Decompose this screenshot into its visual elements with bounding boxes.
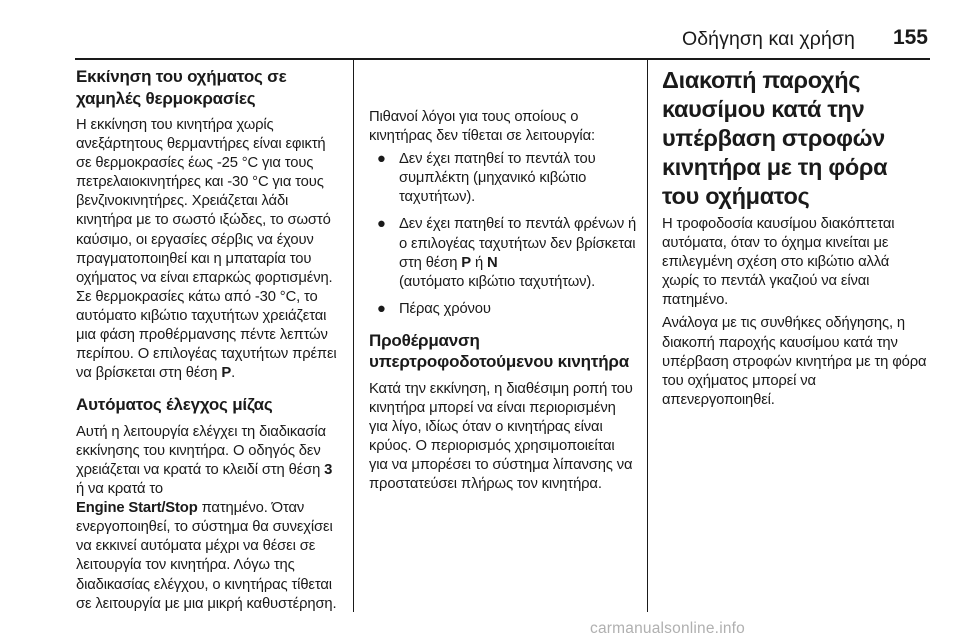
heading-auto-start: Αυτόματος έλεγχος μίζας — [76, 395, 273, 415]
cold-start-text: Η εκκίνηση του κινητήρα χωρίς ανεξάρτητους θερμαντήρες είναι εφικτή σε θερμοκρασίες έως -25 °C για τους πετρελαιοκινητήρες και -30 °C για τους βενζινοκινητήρες. Χρειάζεται λάδι κινητήρα με το σωστό ιξώδες, το σωστό καύσιμο, οι εργασίες σέρβις να έχουν πραγματοποιηθεί και η μπαταρία του οχήματος να είναι επαρκώς φορτισμένη. Σε θερμοκρασίες κάτω από -30 °C, το αυτόματο κιβώτιο ταχυτήτων χρειάζεται μια φάση προθέρμανσης πέντε λεπτών περίπου. Ο επιλογέας ταχυτήτων πρέπει να βρίσκεται στη θέση — [76, 117, 337, 382]
bullet-glyph: ● — [377, 300, 386, 317]
column-2 — [369, 64, 637, 499]
paragraph-preheat: Κατά την εκκίνηση, η διαθέσιμη ροπή του κινητήρα μπορεί να είναι περιορισμένη για λίγο, ιδίως όταν ο κινητήρας είναι κρύος. Ο περιορισμός χρησιμοποιείται για να μπορέσει το σύστημα λίπανσης να προστατεύσει πλήρως τον κινητήρα. — [369, 380, 633, 493]
paragraph-cold-start — [76, 116, 342, 383]
list-item — [369, 150, 637, 207]
auto-start-text-a: Αυτή η λειτουργία ελέγχει τη διαδικασία εκκίνησης του κινητήρα. Ο οδηγός δεν χρειάζεται να κρατά το κλειδί στη θέση — [76, 423, 326, 478]
bullet-text-end: (αυτόματο κιβώτιο ταχυτήτων). — [399, 273, 596, 290]
column-1 — [76, 66, 342, 618]
paragraph-fuel-cutoff-2: Ανάλογα με τις συνθήκες οδήγησης, η διακοπή παροχής καυσίμου κατά την υπέρβαση στροφών κινητήρα με τη φόρα του οχήματος μπορεί να απενεργοποιηθεί. — [662, 315, 927, 408]
bullet-text: Πέρας χρόνου — [399, 300, 491, 317]
list-item — [369, 215, 637, 291]
heading-cold-start: Εκκίνηση του οχήματος σε χαμηλές θερμοκρασίες — [76, 67, 287, 108]
gear-p-label: P — [461, 254, 472, 271]
heading-fuel-cutoff: Διακοπή παροχής καυσίμου κατά την υπέρβαση στροφών κινητήρα με τη φόρα του οχήματος — [662, 67, 888, 209]
bullet-glyph: ● — [377, 151, 386, 168]
paragraph-fuel-cutoff-1: Η τροφοδοσία καυσίμου διακόπτεται αυτόματα, όταν το όχημα κινείται με επιλεγμένη σχέση στο κιβώτιο αλλά χωρίς το πεντάλ γκαζιού να είναι πατημένο. — [662, 216, 895, 309]
bullet-text: Δεν έχει πατηθεί το πεντάλ φρένων ή ο επιλογέας ταχυτήτων δεν βρίσκεται στη θέση — [399, 216, 637, 271]
watermark: carmanualsonline.info — [590, 620, 745, 637]
column-divider-1 — [353, 60, 354, 612]
auto-start-text-c: πατημένο. Όταν ενεργοποιηθεί, το σύστημα θα συνεχίσει να εκκινεί αυτόματα μέχρι να θέσει σε λειτουργία τον κινητήρα. Λόγω της διαδικασίας ελέγχου, ο κινητήρας τίθεται σε λειτουργία με μια μικρή καθυστέρηση. — [76, 500, 337, 612]
cold-start-end: . — [231, 365, 236, 382]
key-position-3: 3 — [324, 462, 333, 478]
gear-n-label: N — [487, 254, 498, 271]
bullet-text: Δεν έχει πατηθεί το πεντάλ του συμπλέκτη (μηχανικό κιβώτιο ταχυτήτων). — [399, 151, 596, 206]
running-title: Οδήγηση και χρήση — [681, 28, 855, 50]
reasons-list — [369, 150, 637, 319]
column-divider-2 — [647, 60, 648, 612]
paragraph-reasons: Πιθανοί λόγοι για τους οποίους ο κινητήρας δεν τίθεται σε λειτουργία: — [369, 109, 595, 145]
heading-preheat: Προθέρμανση υπερτροφοδοτούμενου κινητήρα — [369, 330, 629, 372]
gear-p-label: P — [221, 365, 232, 382]
auto-start-text-b: ή να κρατά το — [76, 481, 163, 498]
column-3 — [662, 66, 930, 414]
paragraph-auto-start — [76, 423, 342, 614]
header-rule — [75, 58, 930, 60]
page-header — [0, 0, 960, 58]
bullet-or: ή — [474, 254, 484, 271]
list-item — [369, 300, 637, 319]
bullet-glyph: ● — [377, 216, 386, 233]
page-number: 155 — [892, 26, 928, 49]
engine-start-stop-label: Engine Start/Stop — [76, 500, 198, 517]
